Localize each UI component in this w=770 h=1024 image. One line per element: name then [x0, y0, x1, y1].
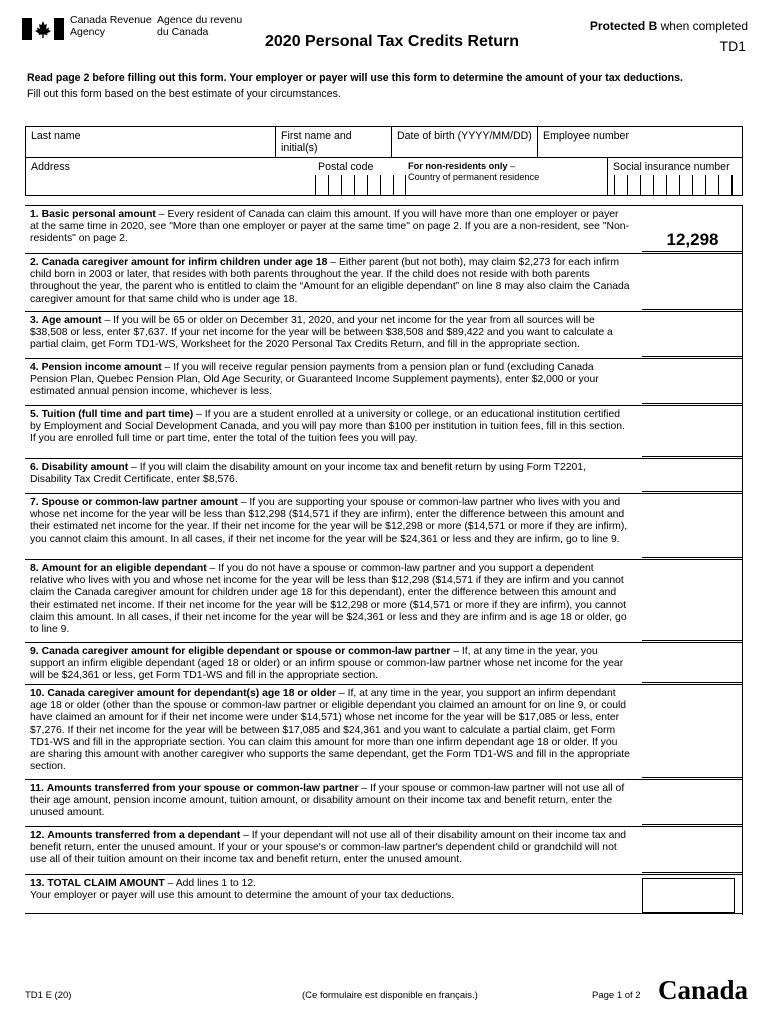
date-of-birth-field[interactable]	[392, 127, 538, 158]
line-heading: Amount for an eligible dependant	[41, 563, 207, 574]
line-heading: Canada caregiver amount for infirm children under age 18	[41, 257, 328, 268]
page-number: Page 1 of 2	[592, 990, 641, 1001]
line-heading: Amounts transferred from your spouse or common-law partner	[46, 783, 359, 794]
line-5-tuition	[25, 405, 743, 458]
line-description: – Add lines 1 to 12.	[164, 878, 256, 889]
postal-code-boxes	[315, 175, 406, 195]
protected-level: Protected B	[589, 19, 658, 33]
address-label: Address	[31, 161, 70, 173]
agency-name-en	[70, 14, 152, 38]
line-10-answer-line[interactable]	[642, 777, 743, 778]
line-description: – If you will claim the disability amount on your income tax and benefit return by using Form T2201, Disability Tax Credit Certificate, enter $8,576.	[30, 462, 586, 486]
last-name-field[interactable]	[26, 127, 276, 158]
agency-en-line2: Agency	[70, 26, 106, 38]
agency-name-fr	[157, 14, 242, 38]
line-description: – Either parent (but not both), may claim $2,273 for each infirm child born in 2003 or later, that resides with both parents throughout the year. If the child does not reside with both parents throughout the year, the parent who is entitled to claim the “Amount for an eligible dependant” on line 8 may also claim the Canada caregiver amount for that same child who is under age 18.	[30, 257, 630, 305]
line-3-answer-line[interactable]	[642, 356, 743, 357]
line-1-amount: 12,298	[666, 230, 719, 249]
line-heading: Tuition (full time and part time)	[41, 409, 194, 420]
line-8-eligible-dependant	[25, 559, 743, 642]
french-availability-note: (Ce formulaire est disponible en français.)	[302, 990, 478, 1001]
line-heading: Pension income amount	[41, 362, 162, 373]
line-4-pension-income	[25, 358, 743, 405]
line-number: 2.	[30, 257, 39, 268]
postal-code-label: Postal code	[318, 161, 374, 173]
line-description: – If you will be 65 or older on December 31, 2020, and your net income for the year from all sources will be $38,508 or less, enter $7,637. If your net income for the year will be between $38,508 and $89,422 and you want to calculate a partial claim, get Form TD1-WS, Worksheet for the 2020 Personal Tax Credits Return, and fill in the appropriate section.	[30, 315, 613, 351]
line-description: – If you do not have a spouse or common-law partner and you support a dependent relative who lives with you and whose net income for the year will be less than $12,298 ($14,571 if they are infirm and you cannot claim the Canada caregiver amount for children under age 18 for this dependant), enter the difference between this amount and their estimated net income. If their net income for the year will be $12,298 or more ($14,571 or more if they are infirm), you cannot claim this amount. In all cases, if their net income for the year will be $24,361 or less and they are infirm and is age 18 or older, go to line 9.	[30, 563, 627, 636]
form-title: 2020 Personal Tax Credits Return	[265, 33, 520, 50]
line-2-answer-line[interactable]	[642, 309, 743, 310]
sin-boxes	[614, 175, 733, 195]
line-heading: Amounts transferred from a dependant	[47, 830, 241, 841]
protected-qualifier: when completed	[660, 19, 748, 33]
line-3-age-amount	[25, 311, 743, 358]
line-description: – If, at any time in the year, you support an infirm dependant age 18 or older (other than the spouse or common-law partner or eligible dependant you claimed an amount for on line 9, or could have claimed an amount for if their net income were under $14,571) whose net income for the year will be $17,085 or less, enter $7,276. If their net income for the year will be between $17,085 and $24,361 and you want to calculate a partial claim, get Form TD1-WS and fill in the appropriate section. You can claim this amount for more than one infirm dependant age 18 or older. If you are sharing this amount with another caregiver who supports the same dependant, get the Form TD1-WS and fill in the appropriate section.	[30, 688, 630, 773]
non-resident-dash: –	[510, 161, 516, 171]
line-description: – Every resident of Canada can claim this amount. If you will have more than one employer or payer at the same time in 2020, see "More than one employer or payer at the same time" on page 2. If you are a non-resident, see "Non-residents" on page 2.	[30, 209, 630, 245]
line-number: 5.	[30, 409, 39, 420]
address-field[interactable]	[26, 158, 313, 195]
employee-number-field[interactable]	[538, 127, 742, 158]
line-number: 4.	[30, 362, 39, 373]
line-number: 13.	[30, 878, 45, 889]
sin-field[interactable]	[607, 158, 742, 195]
line-number: 7.	[30, 497, 39, 508]
agency-fr-line1: Agence du revenu	[157, 14, 243, 26]
line-2-caregiver-children	[25, 253, 743, 311]
line-9-answer-line[interactable]	[642, 682, 743, 683]
line-6-disability	[25, 458, 743, 493]
line-1-basic-personal-amount	[25, 205, 743, 253]
line-heading: Disability amount	[41, 462, 129, 473]
line-number: 6.	[30, 462, 39, 473]
form-code: TD1	[719, 38, 746, 54]
line-description: – If, at any time in the year, you support an infirm eligible dependant (aged 18 or older) or an infirm spouse or common-law partner whose net income for the year will be $24,361 or less, get Form TD1-WS and fill in the appropriate section.	[30, 646, 624, 682]
date-of-birth-label: Date of birth (YYYY/MM/DD)	[397, 130, 532, 142]
non-resident-label: For non-residents only	[408, 161, 508, 171]
line-number: 12.	[30, 830, 45, 841]
total-claim-amount-box[interactable]	[642, 878, 735, 913]
line-heading: TOTAL CLAIM AMOUNT	[47, 878, 165, 889]
agency-en-line1: Canada Revenue	[70, 14, 152, 26]
line-10-caregiver-age-18	[25, 684, 743, 779]
agency-fr-line2: du Canada	[157, 26, 209, 38]
line-number: 10.	[30, 688, 45, 699]
line-heading: Canada caregiver amount for dependant(s) age 18 or older	[47, 688, 337, 699]
employee-number-label: Employee number	[543, 130, 629, 142]
line-1-answer-line[interactable]	[642, 251, 743, 252]
intro-note: Fill out this form based on the best estimate of your circumstances.	[27, 88, 341, 100]
line-description: – If you are supporting your spouse or common-law partner who lives with you and whose net income for the year will be less than $12,298 ($14,571 if they are infirm), enter the difference between this amount and their estimated net income for the year. If their net income for the year will be $12,298 or more ($14,571 or more if they are infirm), you cannot claim this amount. In all cases, if their net income for the year will be $24,361 or less and they are infirm, go to line 9.	[30, 497, 628, 545]
line-note: Your employer or payer will use this amount to determine the amount of your tax deductions.	[30, 890, 455, 902]
intro-instruction: Read page 2 before filling out this form. Your employer or payer will use this form to determine the amount of your tax deductions.	[27, 72, 683, 84]
line-number: 3.	[30, 315, 39, 326]
line-description: – If you are a student enrolled at a university or college, or an educational institution certified by Employment and Social Development Canada, and you will pay more than $100 per institution in tuition fees, fill in this section. If you are enrolled full time or part time, enter the total of the tuition fees you will pay.	[30, 409, 625, 445]
line-description: – If your spouse or common-law partner will not use all of their age amount, pension income amount, tuition amount, or disability amount on their income tax and benefit return, enter the unused amount.	[30, 783, 625, 819]
first-name-label: First name and initial(s)	[281, 130, 352, 154]
line-number: 1.	[30, 209, 39, 220]
line-7-answer-line[interactable]	[642, 557, 743, 558]
line-description: – If you will receive regular pension payments from a pension plan or fund (excluding Canada Pension Plan, Quebec Pension Plan, Old Age Security, or Guaranteed Income Supplement payments), enter $2,000 or your estimated annual pension income, whichever is less.	[30, 362, 599, 398]
line-12-transfer-dependant	[25, 826, 743, 874]
line-13-total-claim	[25, 874, 743, 914]
last-name-label: Last name	[31, 130, 81, 142]
line-number: 11.	[30, 783, 44, 794]
line-9-caregiver-dependant-spouse	[25, 642, 743, 684]
sin-label: Social insurance number	[613, 161, 730, 173]
line-heading: Canada caregiver amount for eligible dependant or spouse or common-law partner	[41, 646, 451, 657]
line-number: 8.	[30, 563, 39, 574]
identification-box	[25, 126, 743, 196]
postal-code-field[interactable]	[313, 158, 403, 195]
line-heading: Basic personal amount	[41, 209, 156, 220]
protected-notice	[590, 19, 748, 33]
line-number: 9.	[30, 646, 39, 657]
country-of-residence-field[interactable]	[403, 158, 607, 195]
form-identifier: TD1 E (20)	[25, 990, 72, 1001]
line-7-spouse-amount	[25, 493, 743, 559]
form-right-border	[742, 205, 743, 915]
line-12-answer-line[interactable]	[642, 872, 743, 873]
canada-wordmark: Canada	[657, 975, 748, 1005]
line-4-answer-line[interactable]	[642, 403, 743, 404]
line-11-answer-line[interactable]	[642, 824, 743, 825]
line-11-transfer-spouse	[25, 779, 743, 826]
line-8-answer-line[interactable]	[642, 640, 743, 641]
line-1-text	[30, 209, 630, 246]
canada-flag-icon	[22, 18, 64, 40]
line-heading: Spouse or common-law partner amount	[41, 497, 238, 508]
line-heading: Age amount	[41, 315, 102, 326]
line-description: – If your dependant will not use all of their disability amount on their income tax and benefit return, enter the unused amount. If your or your spouse's or common-law partner's dependent child or grandchild will not use all of their tuition amount on their income tax and benefit return, enter the unused amount.	[30, 830, 627, 866]
line-5-answer-line[interactable]	[642, 456, 743, 457]
first-name-field[interactable]	[276, 127, 392, 158]
line-6-answer-line[interactable]	[642, 491, 743, 492]
country-of-residence-label: Country of permanent residence	[408, 172, 540, 182]
